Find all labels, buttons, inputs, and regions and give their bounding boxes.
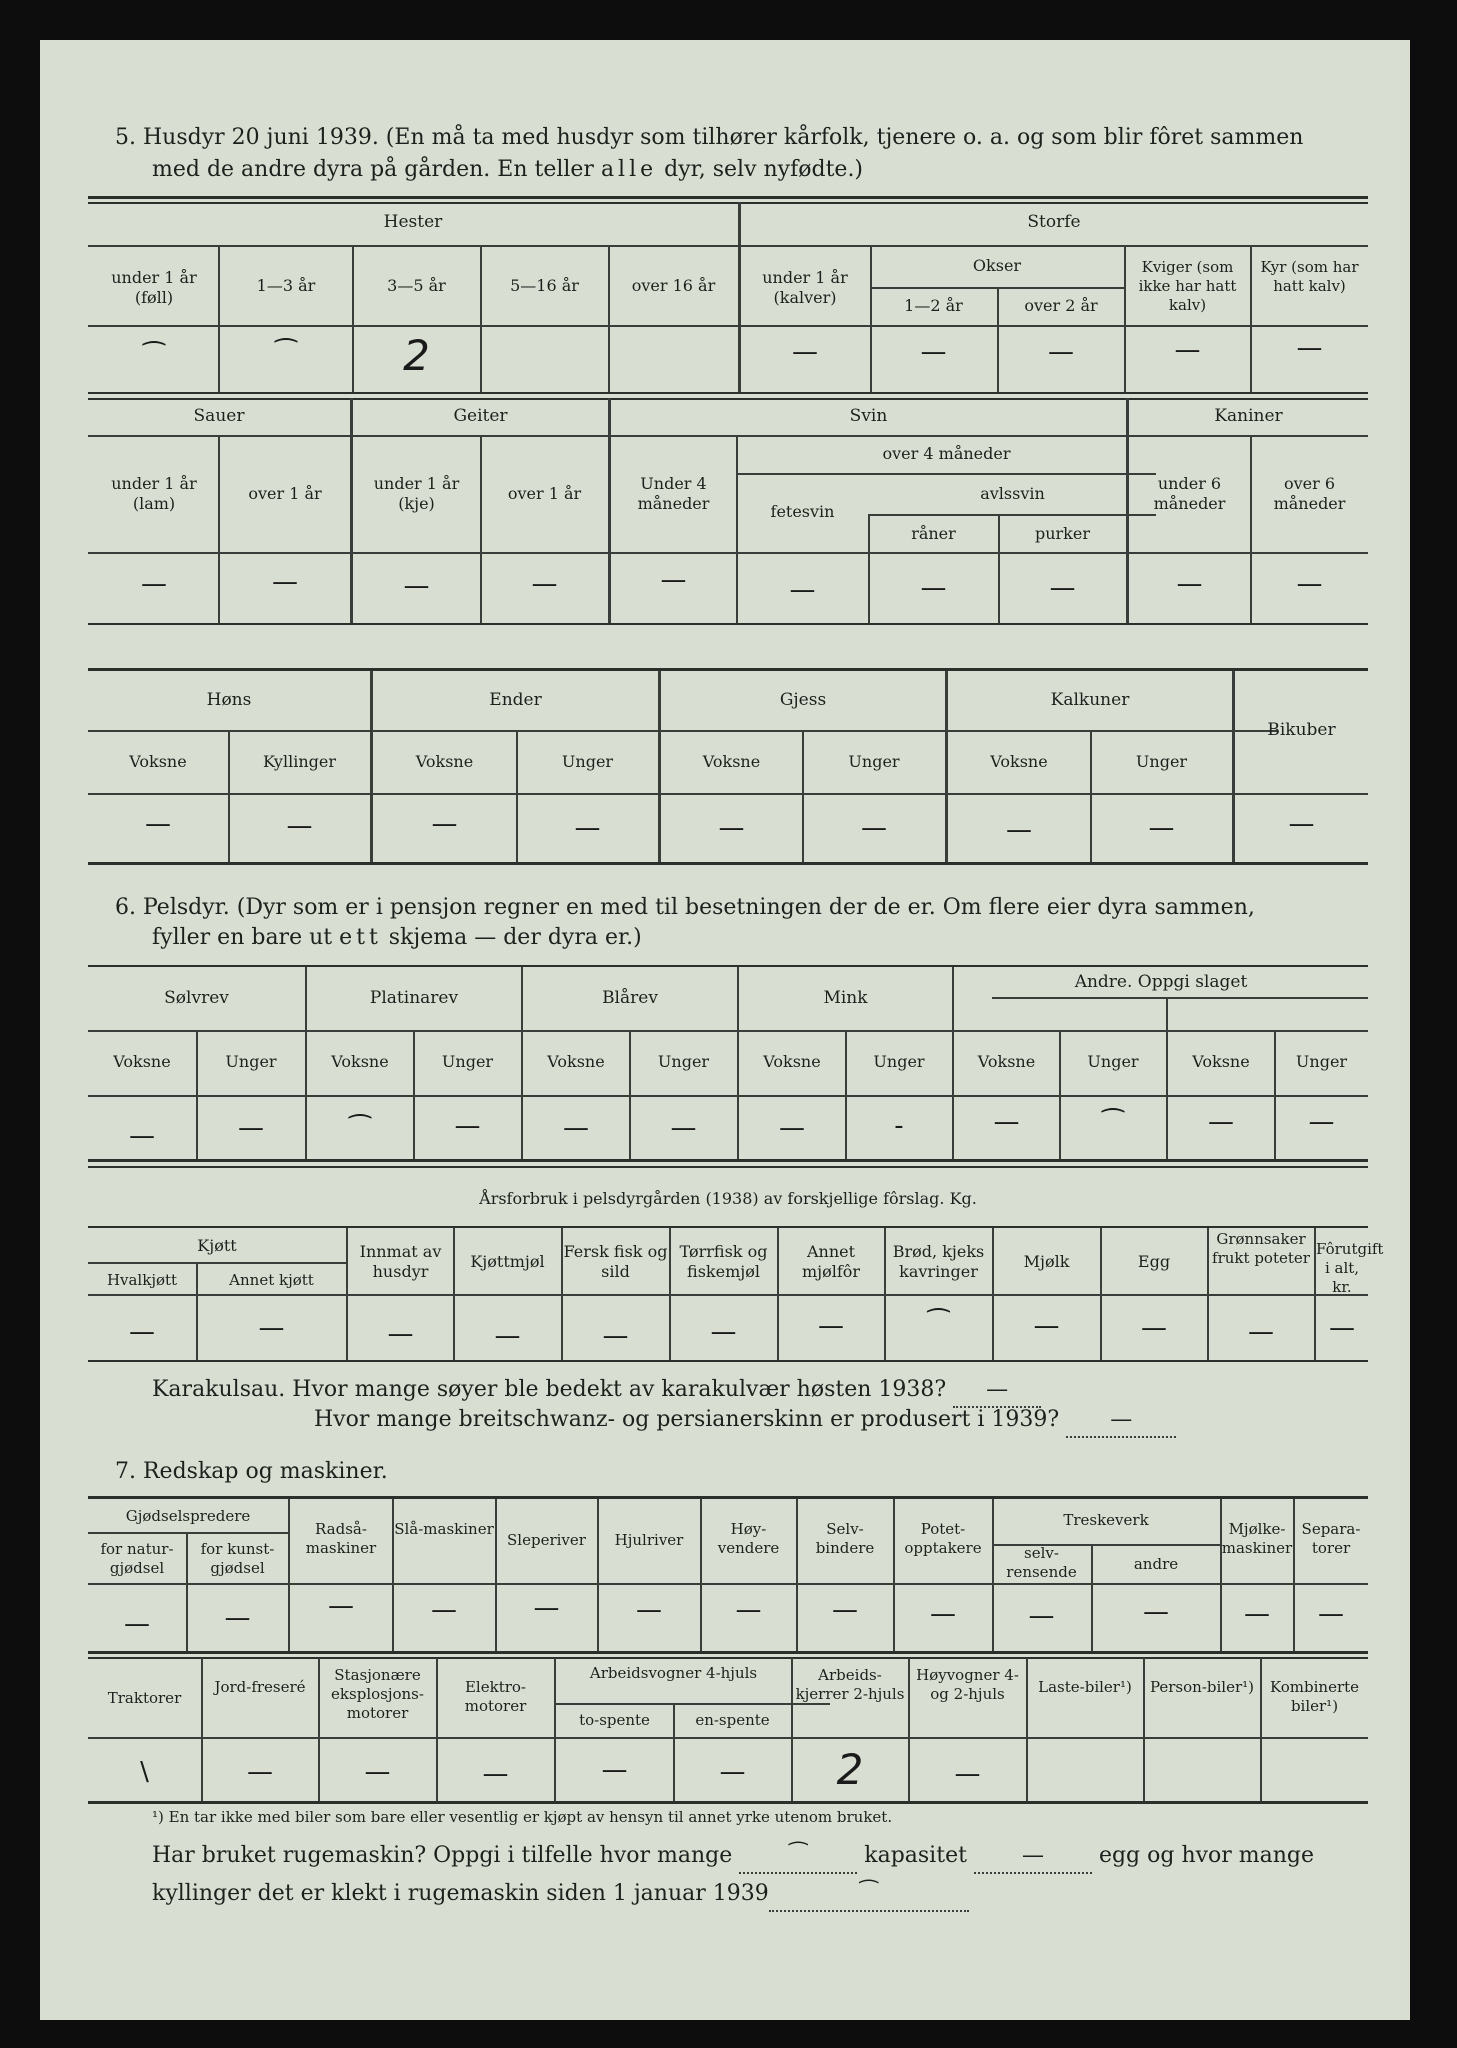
val-torrfisk: — — [710, 1317, 737, 1347]
val-to-spente: — — [601, 1755, 628, 1785]
col-kombinerte: Kombinerte biler¹) — [1269, 1678, 1360, 1715]
val-kalkuner-voksne: — — [1006, 815, 1032, 845]
val-andre1-unger: ⁀ — [1102, 1109, 1124, 1139]
val-ender-unger: — — [574, 813, 601, 843]
col-kunst: for kunst-gjødsel — [200, 1540, 275, 1577]
col-okser-1-2: 1—2 år — [904, 296, 963, 315]
val-kaniner-over6: — — [1296, 569, 1323, 599]
val-brod: ⁀ — [928, 1309, 949, 1339]
col-hester-over16: over 16 år — [631, 276, 716, 295]
col-kaniner-under6: under 6 måneder — [1153, 474, 1226, 513]
val-hoyvogner: — — [954, 1759, 981, 1789]
header-kjott: Kjøtt — [197, 1236, 237, 1255]
header-treskeverk: Treskeverk — [1063, 1511, 1149, 1529]
val-kalkuner-unger: — — [1148, 813, 1175, 843]
col-lastebiler: Laste-biler¹) — [1038, 1678, 1132, 1696]
col-hons-voksne: Voksne — [129, 752, 187, 771]
val-sla: — — [431, 1595, 457, 1625]
val-andre2-unger: — — [1308, 1107, 1335, 1137]
header-ender: Ender — [489, 690, 542, 710]
col-traktorer: Traktorer — [107, 1689, 182, 1707]
col-mjolkemaskiner: Mjølke-maskiner — [1221, 1520, 1293, 1557]
header-bikuber: Bikuber — [1267, 720, 1336, 740]
col-kjottmjol: Kjøttmjøl — [470, 1252, 545, 1271]
val-ender-voksne: — — [431, 809, 458, 839]
val-solvrev-voksne: — — [129, 1121, 155, 1151]
val-sauer-over1: — — [272, 567, 298, 597]
val-gronnsaker: — — [1248, 1317, 1274, 1347]
col-arbeidskjerrer: Arbeids-kjerrer 2-hjuls — [795, 1666, 905, 1703]
section6-line1: 6. Pelsdyr. (Dyr som er i pensjon regner en med til besetningen der de er. Om flere eier dyra sammen, — [115, 895, 1255, 920]
col-natur: for natur-gjødsel — [100, 1540, 174, 1577]
val-traktorer: \ — [140, 1757, 149, 1787]
header-storfe: Storfe — [1027, 212, 1081, 232]
val-mjolk: — — [1033, 1311, 1060, 1341]
col-andre: andre — [1133, 1555, 1179, 1573]
val-platinarev-unger: — — [454, 1111, 481, 1141]
col-svin-under4: Under 4 måneder — [637, 474, 710, 513]
val-forutgift: — — [1329, 1313, 1355, 1343]
header-okser: Okser — [972, 256, 1022, 275]
val-selvrensende: — — [1028, 1601, 1055, 1631]
col-fetesvin: fetesvin — [770, 502, 835, 521]
karakul-a2: — — [1066, 1404, 1176, 1438]
col-hester-foll: under 1 år (føll) — [111, 268, 197, 307]
ruge-klekket: ⁀ — [769, 1878, 969, 1912]
col-storfe-kalver: under 1 år (kalver) — [762, 268, 848, 307]
col-torrfisk: Tørrfisk og fiskemjøl — [679, 1242, 768, 1281]
val-egg: — — [1141, 1313, 1167, 1343]
census-form-page — [40, 40, 1410, 2020]
karakul-q1: Karakulsau. Hvor mange søyer ble bedekt av karakulvær høsten 1938? — — [152, 1374, 1041, 1408]
val-mink-voksne: — — [779, 1113, 805, 1143]
col-en-spente: en-spente — [695, 1711, 770, 1729]
col-andre1-unger: Unger — [1087, 1052, 1139, 1071]
val-hvalkjott: — — [129, 1317, 155, 1347]
val-svin-under4: — — [660, 565, 687, 595]
header-platinarev: Platinarev — [369, 988, 459, 1008]
val-hoyvendere: — — [735, 1595, 762, 1625]
val-selvbindere: — — [832, 1595, 858, 1625]
col-okser-over2: over 2 år — [1024, 296, 1098, 315]
header-kaniner: Kaniner — [1214, 406, 1283, 426]
col-geiter-over1: over 1 år — [507, 484, 582, 503]
col-hvalkjott: Hvalkjøtt — [106, 1271, 178, 1289]
section7-title: 7. Redskap og maskiner. — [115, 1459, 388, 1484]
col-gjess-voksne: Voksne — [702, 752, 761, 771]
col-to-spente: to-spente — [579, 1711, 650, 1729]
ruge-line2: kyllinger det er klekt i rugemaskin siden 1 januar 1939 ⁀ — [152, 1878, 969, 1912]
val-annet-mjolfor: — — [818, 1311, 844, 1341]
col-elektromotorer: Elektro-motorer — [464, 1678, 527, 1715]
val-kalver: — — [792, 337, 818, 367]
col-hester-5-16: 5—16 år — [510, 276, 579, 295]
section5-line1: 5. Husdyr 20 juni 1939. (En må ta med husdyr som tilhører kårfolk, tjenere o. a. og som blir fôret sammen — [115, 125, 1304, 150]
col-selvrensende: selv-rensende — [1006, 1544, 1077, 1581]
col-hester-3-5: 3—5 år — [387, 276, 446, 295]
col-sauer-lam: under 1 år (lam) — [111, 474, 197, 513]
col-sleperiver: Sleperiver — [507, 1531, 586, 1549]
col-ender-unger: Unger — [561, 752, 614, 771]
col-hons-kyllinger: Kyllinger — [263, 752, 336, 771]
val-fersk-fisk: — — [602, 1321, 629, 1351]
val-blarev-voksne: — — [563, 1113, 589, 1143]
val-innmat: — — [387, 1319, 414, 1349]
karakul-q2: Hvor mange breitschwanz- og persianerskinn er produsert i 1939? — — [314, 1404, 1176, 1438]
col-kalkuner-voksne: Voksne — [990, 752, 1048, 771]
header-hester: Hester — [383, 212, 443, 232]
header-kalkuner: Kalkuner — [1050, 690, 1130, 710]
col-forutgift: Fôrutgift i alt, kr. — [1316, 1240, 1384, 1296]
val-mjolkemaskiner: — — [1244, 1599, 1270, 1629]
header-blarev: Blårev — [602, 988, 658, 1008]
val-blarev-unger: — — [670, 1113, 697, 1143]
val-okser-over2: — — [1048, 337, 1074, 367]
col-separatorer: Separa-torer — [1301, 1520, 1361, 1557]
col-sla: Slå-maskiner — [394, 1520, 494, 1538]
val-sleperiver: — — [533, 1593, 560, 1623]
val-natur: — — [124, 1609, 150, 1639]
val-andre: — — [1143, 1597, 1169, 1627]
col-jordfresere: Jord-freseré — [214, 1678, 306, 1696]
col-mink-voksne: Voksne — [763, 1052, 821, 1071]
val-geiter-over1: — — [531, 569, 558, 599]
col-andre2-unger: Unger — [1295, 1052, 1348, 1071]
footnote: ¹) En tar ikke med biler som bare eller vesentlig er kjøpt av hensyn til annet yrke utenom bruket. — [152, 1808, 893, 1826]
val-kjottmjol: — — [494, 1321, 521, 1351]
header-arbeidsvogner: Arbeidsvogner 4-hjuls — [589, 1664, 758, 1682]
header-mink: Mink — [823, 988, 868, 1008]
col-selvbindere: Selv-bindere — [815, 1520, 875, 1557]
val-annet-kjott: — — [258, 1313, 285, 1343]
header-gjess: Gjess — [779, 690, 827, 710]
col-mjolk: Mjølk — [1023, 1252, 1070, 1271]
header-avlssvin: avlssvin — [980, 484, 1045, 503]
col-stasjonaere: Stasjonære eksplosjons-motorer — [331, 1666, 424, 1722]
col-kalkuner-unger: Unger — [1135, 752, 1188, 771]
col-hoyvogner: Høyvogner 4- og 2-hjuls — [916, 1666, 1019, 1703]
karakul-a1: — — [953, 1374, 1041, 1408]
col-gjess-unger: Unger — [848, 752, 900, 771]
section5-line2: med de andre dyra på gården. En teller alle dyr, selv nyfødte.) — [152, 157, 864, 182]
col-kaniner-over6: over 6 måneder — [1273, 474, 1346, 513]
col-annet-mjolfor: Annet mjølfôr — [801, 1242, 861, 1281]
col-platinarev-unger: Unger — [441, 1052, 494, 1071]
col-hester-1-3: 1—3 år — [256, 276, 316, 295]
val-geiter-kje: — — [403, 571, 430, 601]
header-sauer: Sauer — [193, 406, 245, 426]
val-hester-1-3: ⁀ — [275, 339, 297, 369]
val-gjess-voksne: — — [718, 813, 745, 843]
col-hoyvendere: Høy-vendere — [717, 1520, 780, 1557]
ruge-antall: ⁀ — [739, 1840, 857, 1874]
ruge-line1: Har bruket rugemaskin? Oppgi i tilfelle hvor mange ⁀ kapasitet — egg og hvor mange — [152, 1840, 1314, 1874]
val-sauer-lam: — — [141, 569, 167, 599]
header-gjodselspredere: Gjødselspredere — [125, 1507, 251, 1525]
col-geiter-kje: under 1 år (kje) — [373, 474, 460, 513]
section6-line2: fyller en bare ut ett skjema — der dyra er.) — [152, 925, 642, 950]
header-geiter: Geiter — [453, 406, 508, 426]
val-andre2-voksne: — — [1208, 1107, 1234, 1137]
header-svin: Svin — [849, 406, 888, 426]
col-egg: Egg — [1137, 1252, 1171, 1271]
col-blarev-unger: Unger — [657, 1052, 710, 1071]
col-purker: purker — [1034, 524, 1090, 543]
header-andre: Andre. Oppgi slaget — [1074, 972, 1248, 992]
val-hester-3-5: 2 — [403, 331, 430, 380]
val-fetesvin: — — [789, 575, 816, 605]
col-brod: Brød, kjeks kavringer — [892, 1242, 985, 1281]
val-separatorer: — — [1318, 1599, 1344, 1629]
val-kunst: — — [224, 1603, 251, 1633]
val-okser-1-2: — — [920, 337, 947, 367]
val-kyr: — — [1296, 333, 1323, 363]
col-raner: råner — [911, 524, 956, 543]
col-solvrev-voksne: Voksne — [113, 1052, 171, 1071]
val-hester-foll: ⁀ — [143, 342, 165, 372]
col-andre2-voksne: Voksne — [1192, 1052, 1250, 1071]
val-jordfresere: — — [247, 1757, 273, 1787]
val-platinarev-voksne: ⁀ — [349, 1115, 371, 1145]
val-potetopptakere: — — [930, 1599, 956, 1629]
col-innmat: Innmat av husdyr — [359, 1242, 442, 1281]
header-hons: Høns — [206, 690, 252, 710]
val-arbeidskjerrer: 2 — [836, 1745, 864, 1794]
feed-title: Årsforbruk i pelsdyrgården (1938) av forskjellige fôrslag. Kg. — [479, 1189, 977, 1208]
col-fersk-fisk: Fersk fisk og sild — [563, 1242, 668, 1281]
val-stasjonaere: — — [364, 1757, 391, 1787]
col-andre1-voksne: Voksne — [977, 1052, 1036, 1071]
col-mink-unger: Unger — [873, 1052, 925, 1071]
col-radsa: Radså-maskiner — [305, 1520, 377, 1557]
col-potetopptakere: Potet-opptakere — [904, 1520, 982, 1557]
val-elektromotorer: — — [482, 1759, 509, 1789]
header-over-4-maneder: over 4 måneder — [882, 444, 1011, 463]
val-purker: — — [1049, 573, 1076, 603]
col-gronnsaker: Grønnsaker frukt poteter — [1212, 1230, 1310, 1267]
val-hons-voksne: — — [145, 809, 171, 839]
val-en-spente: — — [719, 1757, 746, 1787]
val-mink-unger: - — [894, 1111, 904, 1141]
col-annet-kjott: Annet kjøtt — [229, 1271, 314, 1289]
val-kviger: — — [1174, 335, 1201, 365]
header-solvrev: Sølvrev — [164, 988, 229, 1008]
val-radsa: — — [328, 1591, 354, 1621]
col-kyr: Kyr (som har hatt kalv) — [1260, 258, 1359, 295]
val-raner: — — [920, 573, 947, 603]
col-platinarev-voksne: Voksne — [331, 1052, 389, 1071]
val-andre1-voksne: — — [993, 1107, 1020, 1137]
col-hjulriver: Hjulriver — [614, 1531, 684, 1549]
col-sauer-over1: over 1 år — [248, 484, 322, 503]
col-solvrev-unger: Unger — [225, 1052, 277, 1071]
val-gjess-unger: — — [861, 813, 887, 843]
val-bikuber: — — [1288, 809, 1315, 839]
val-solvrev-unger: — — [238, 1113, 264, 1143]
col-ender-voksne: Voksne — [415, 752, 474, 771]
val-hons-kyllinger: — — [286, 811, 313, 841]
col-personbiler: Person-biler¹) — [1149, 1678, 1255, 1696]
val-kaniner-under6: — — [1176, 569, 1203, 599]
col-blarev-voksne: Voksne — [547, 1052, 605, 1071]
val-hjulriver: — — [636, 1595, 662, 1625]
ruge-kapasitet: — — [974, 1840, 1092, 1874]
col-kviger: Kviger (som ikke har hatt kalv) — [1138, 258, 1237, 314]
